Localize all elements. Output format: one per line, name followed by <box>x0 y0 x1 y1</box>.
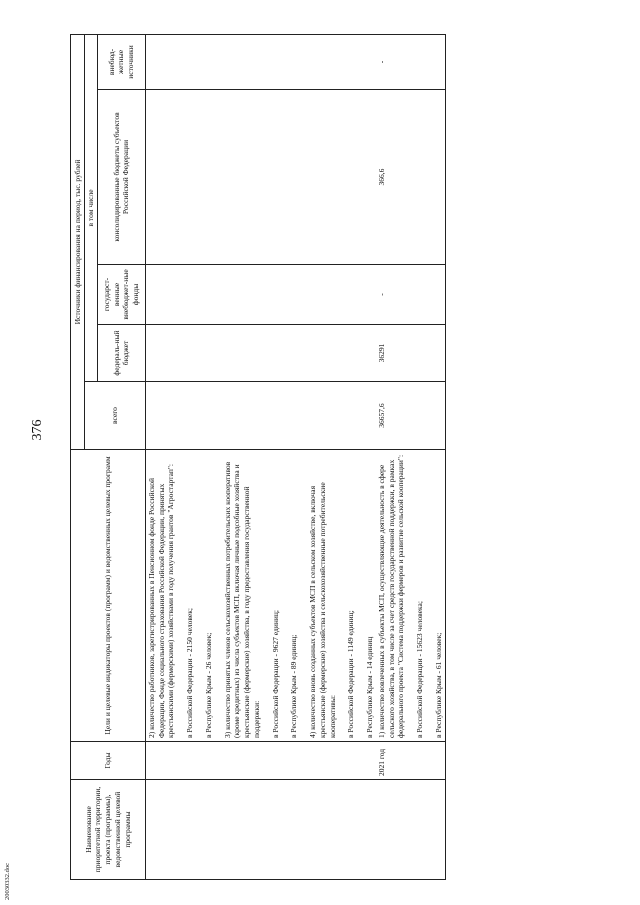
cell-consolidated <box>145 90 376 265</box>
header-including: в том числе <box>85 34 98 381</box>
indicator-text: 3) количество принятых членов сельскохозяйственных потребительских кооперативов (кроме кредитных) из числа субъектов МСП, включая личные подсобные хозяйства и крестьянские (фермерские) хозяйства, в году предоставления государственной поддержки: <box>222 461 261 738</box>
header-goals: Цели и целевые индикаторы проектов (программ) и ведомственных целевых программ <box>71 450 146 742</box>
indicator-text: в Российской Федерации - 1149 единиц; <box>346 610 356 738</box>
cell-total <box>145 382 376 450</box>
cell-federal <box>145 325 376 382</box>
cell-consolidated: 366,6 <box>376 90 445 265</box>
cell-year <box>145 742 376 780</box>
cell-indicators <box>376 450 445 742</box>
table-row <box>376 34 445 879</box>
header-offbudget: внебюд-жетные источники <box>97 34 145 89</box>
cell-federal: 36291 <box>376 325 445 382</box>
indicator-text: в Республике Крым - 61 человек; <box>433 632 443 738</box>
cell-offbudget <box>145 34 376 89</box>
cell-offbudget: - <box>376 34 445 89</box>
header-consolidated: консолидированные бюджеты субъектов Российской Федерации <box>97 90 145 265</box>
indicator-text: 4) количество вновь созданных субъектов МСП в сельском хозяйстве, включая крестьянские (фермерские) хозяйства и сельскохозяйственные потребительские кооперативы: <box>308 482 337 738</box>
document-code: 20030332.doc <box>4 862 11 900</box>
header-years: Годы <box>71 742 146 780</box>
indicator-text: в Российской Федерации - 15623 человека; <box>415 601 424 738</box>
cell-total: 36657,6 <box>376 382 445 450</box>
cell-indicators <box>145 450 376 742</box>
table-row <box>145 34 376 879</box>
header-federal-budget: федераль-ный бюджет <box>97 325 145 382</box>
cell-year: 2021 год <box>376 742 445 780</box>
indicator-text: 1) количество вовлеченных в субъекты МСП, осуществляющие деятельность в сфере сельского хозяйства, в том числе за счет средств государственной поддержки, в рамках федерального проекта "Система поддержки фермеров и развитие сельской кооперации": <box>376 454 406 738</box>
cell-name <box>376 780 445 880</box>
indicator-text: в Российской Федерации - 2150 человек; <box>185 608 194 738</box>
cell-state-funds: - <box>376 265 445 325</box>
indicator-text: в Республике Крым - 26 человек; <box>203 632 213 738</box>
header-name: Наименование приоритетной территории, проекта (программы), ведомственной целевой программы <box>71 780 146 880</box>
header-state-funds: государст-венные внебюджет-ные фонды <box>97 265 145 325</box>
indicator-text: 2) количество работников, зарегистрированных в Пенсионном фонде Российской Федерации, Фонде социального страхования Российской Федерации, принятых крестьянскими (фермерскими) хозяйствами в году получения грантов "Агростартап": <box>146 463 176 738</box>
indicator-text: в Республике Крым - 14 единиц <box>365 636 374 738</box>
financing-table <box>70 34 446 880</box>
indicator-text: в Республике Крым - 89 единиц; <box>289 634 299 738</box>
rotated-page-content <box>70 35 575 880</box>
header-total: всего <box>85 382 146 450</box>
page-number: 376 <box>30 419 45 441</box>
indicator-text: в Российской Федерации - 9627 единиц; <box>270 610 280 738</box>
cell-name <box>145 780 376 880</box>
header-funding-sources: Источники финансирования на период, тыс. рублей <box>71 34 85 449</box>
cell-state-funds <box>145 265 376 325</box>
